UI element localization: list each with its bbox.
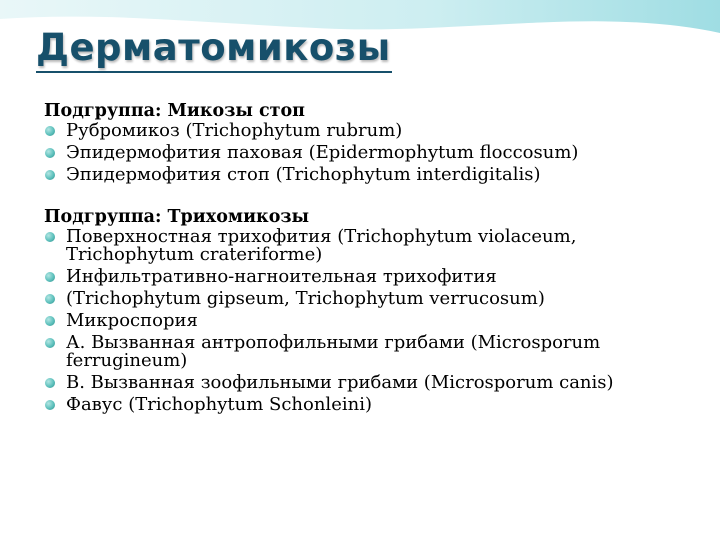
bullet-icon [45, 148, 55, 158]
slide-content [44, 100, 694, 436]
bullet-icon [45, 272, 55, 282]
list-item [44, 166, 694, 184]
list-item [44, 396, 694, 414]
list-item-text: Рубромикоз (Trichophytum rubrum) [66, 120, 403, 141]
list-item [44, 312, 694, 330]
group-heading-trichomycoses: Подгруппа: Трихомикозы [44, 207, 310, 227]
list-item [44, 334, 694, 370]
list-item [44, 374, 694, 392]
list-item [44, 268, 694, 286]
list-item [44, 144, 694, 162]
bullet-icon [45, 170, 55, 180]
bullet-icon [45, 126, 55, 136]
list-item [44, 122, 694, 140]
list-item-text: А. Вызванная антропофильными грибами (Microsporum ferrugineum) [66, 332, 601, 371]
list-item-text: В. Вызванная зоофильными грибами (Microsporum canis) [66, 372, 614, 393]
bullet-icon [45, 338, 55, 348]
list-item-text: (Trichophytum gipseum, Trichophytum verrucosum) [66, 288, 545, 309]
list-item-text: Микроспория [66, 310, 198, 331]
group-heading-foot-mycoses: Подгруппа: Микозы стоп [44, 101, 305, 121]
list-item-text: Эпидермофития паховая (Epidermophytum floccosum) [66, 142, 579, 163]
title-underline [36, 71, 392, 73]
bullet-icon [45, 294, 55, 304]
bullet-icon [45, 378, 55, 388]
list-item-text: Инфильтративно-нагноительная трихофития [66, 266, 497, 287]
list-item [44, 228, 694, 264]
list-item-text: Поверхностная трихофития (Trichophytum violaceum, Trichophytum crateriforme) [66, 226, 577, 265]
list-trichomycoses [44, 228, 694, 414]
list-item-text: Фавус (Trichophytum Schonleini) [66, 394, 372, 415]
slide-title: Дерматомикозы [36, 26, 391, 69]
bullet-icon [45, 232, 55, 242]
list-foot-mycoses [44, 122, 694, 184]
bullet-icon [45, 316, 55, 326]
list-item-text: Эпидермофития стоп (Trichophytum interdigitalis) [66, 164, 541, 185]
list-item [44, 290, 694, 308]
bullet-icon [45, 400, 55, 410]
